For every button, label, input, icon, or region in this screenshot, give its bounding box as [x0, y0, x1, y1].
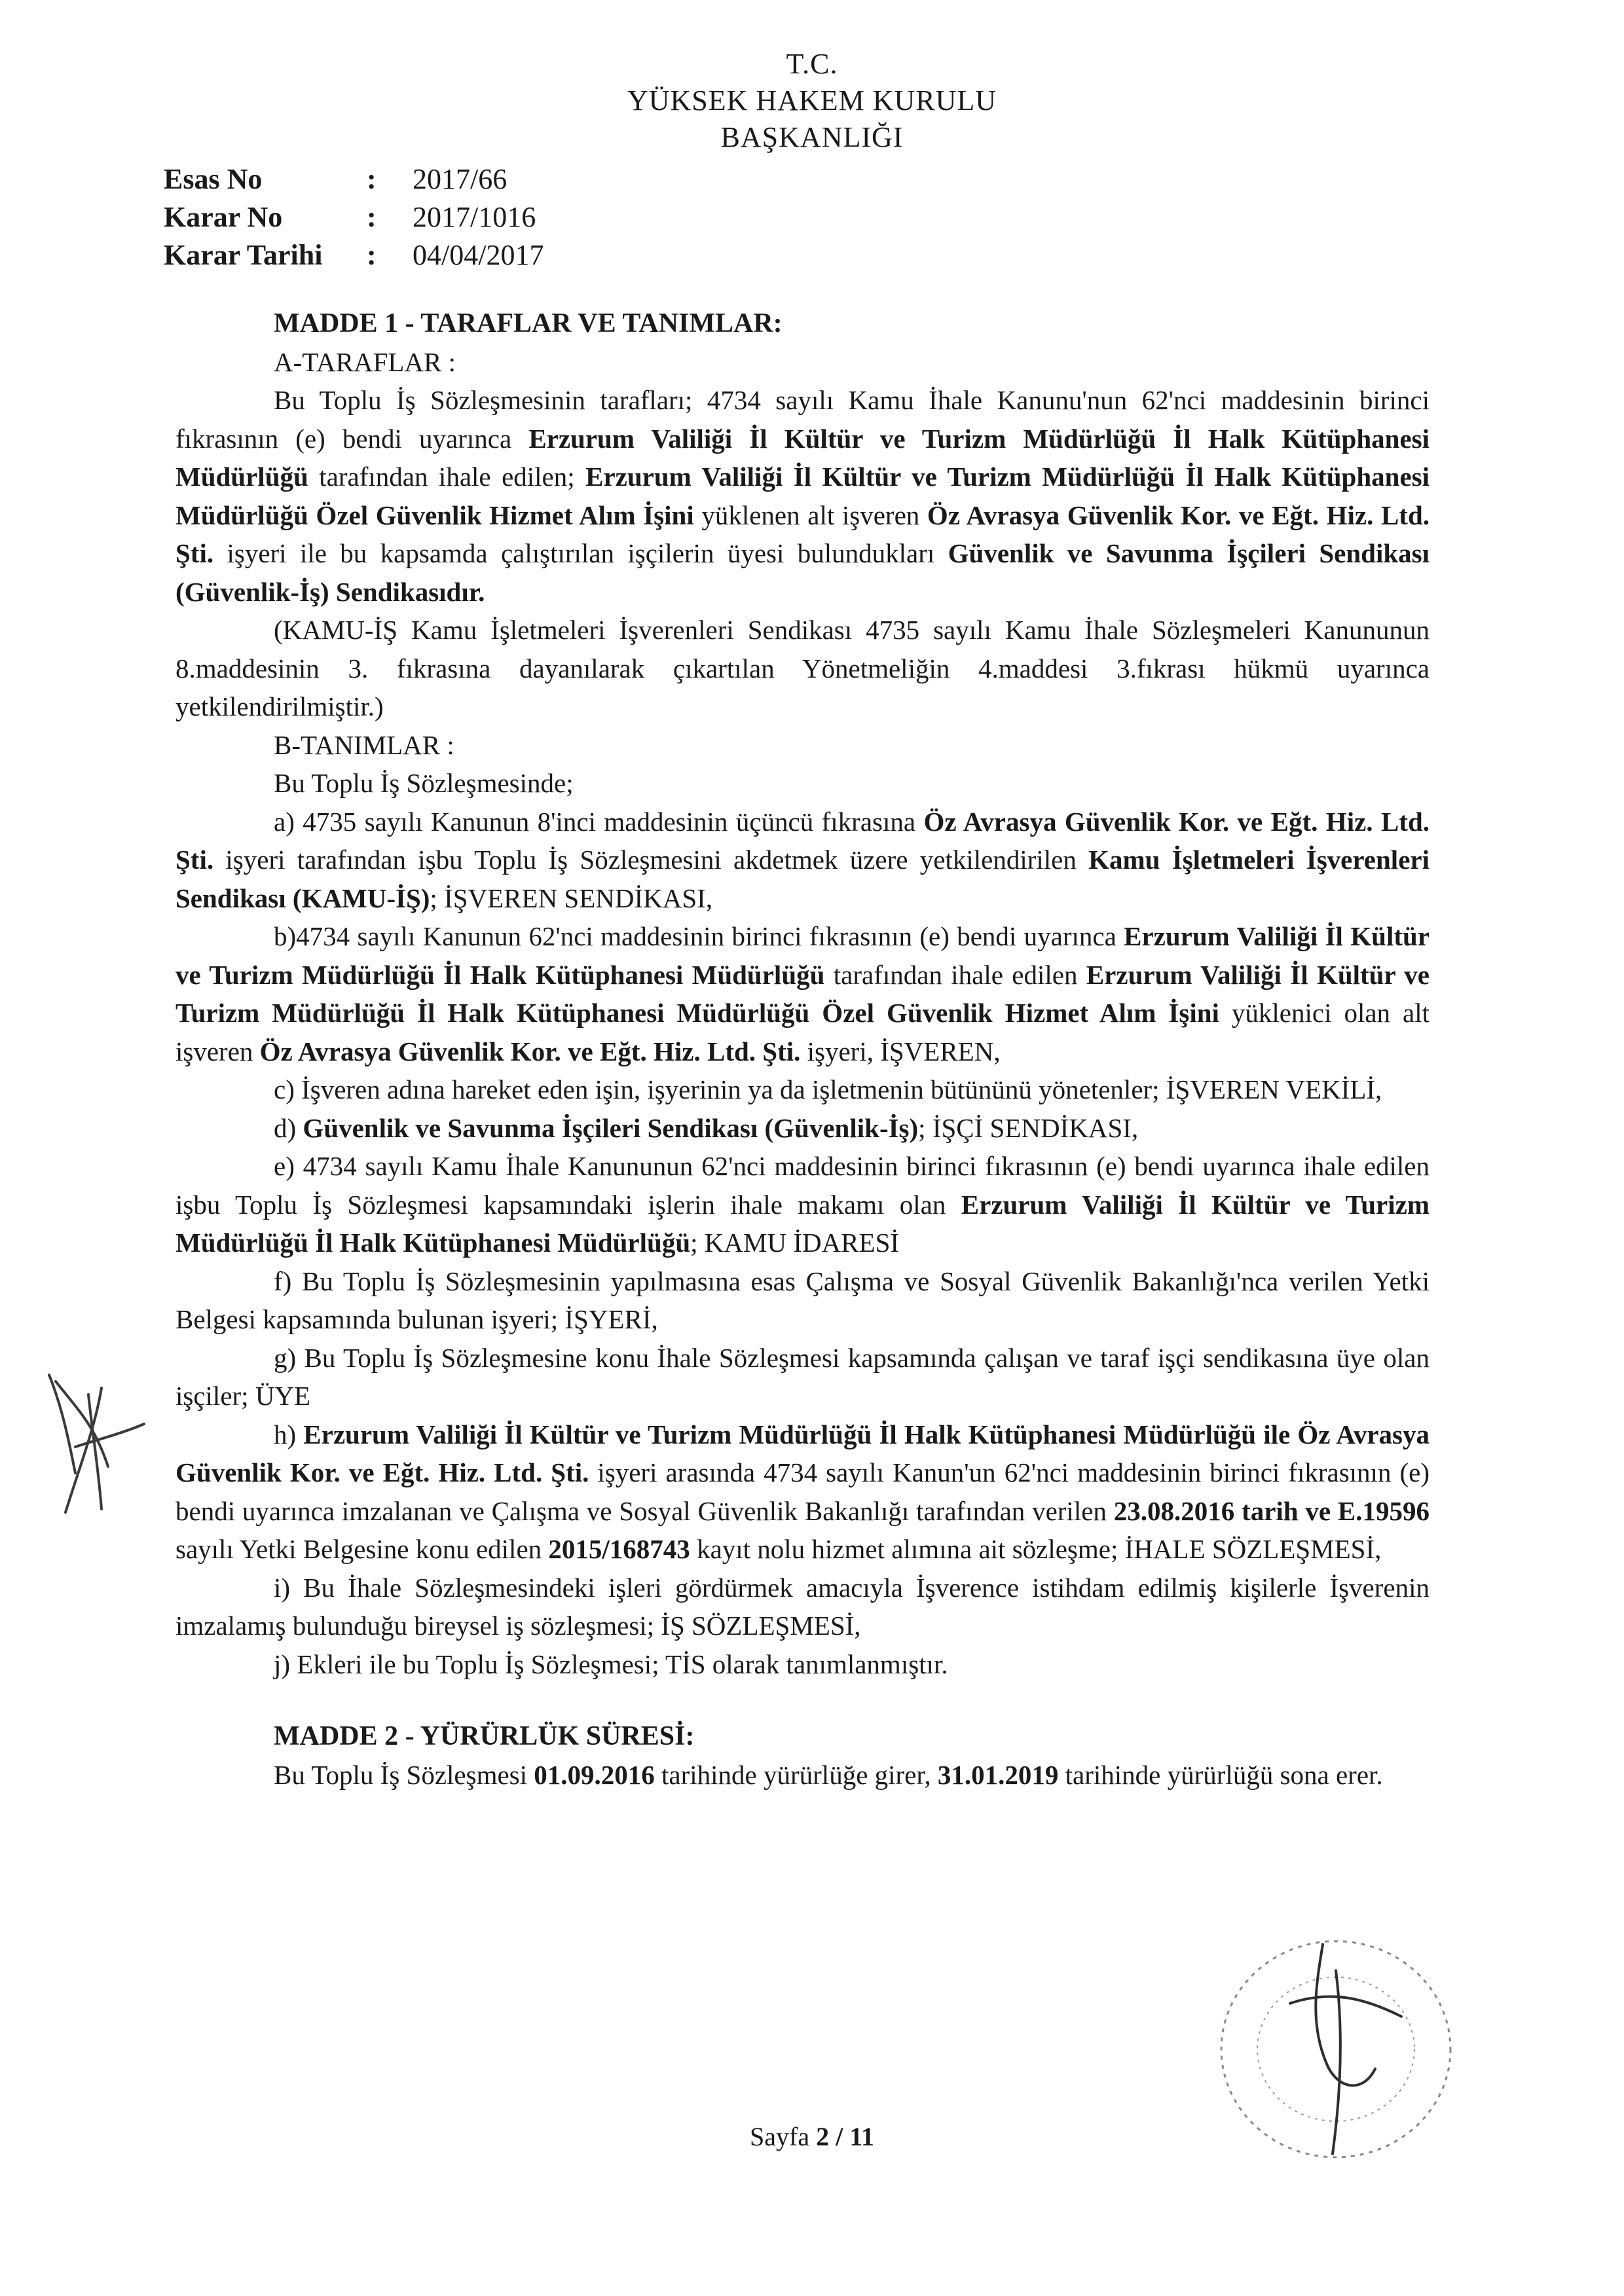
- text-run: tarihinde yürürlüğü sona erer.: [1058, 1759, 1383, 1790]
- text-run-bold: 23.08.2016 tarih ve E.19596: [1113, 1495, 1430, 1526]
- text-run-bold: Kamu İşletmeleri İşverenleri Sendikası (KAMU-İŞ): [175, 845, 1430, 913]
- text-run-bold: 01.09.2016: [534, 1759, 655, 1790]
- text-run: a) 4735 sayılı Kanunun 8'inci maddesinin üçüncü fıkrasına: [274, 806, 924, 837]
- tanimlar-intro: Bu Toplu İş Sözleşmesinde;: [274, 768, 574, 798]
- text-run: Bu Toplu İş Sözleşmesi: [274, 1759, 534, 1790]
- item-i: i) Bu İhale Sözleşmesindeki işleri gördürmek amacıyla İşverence istihdam edilmiş kişilerle İşverenin imzalamış bulunduğu bireysel iş sözleşmesi; İŞ SÖZLEŞMESİ,: [175, 1572, 1430, 1641]
- text-run: b)4734 sayılı Kanunun 62'nci maddesinin birinci fıkrasının (e) bendi uyarınca: [274, 921, 1124, 951]
- text-run-bold: 31.01.2019: [937, 1759, 1059, 1790]
- header-institution: YÜKSEK HAKEM KURULU: [627, 84, 997, 117]
- header-office: BAŞKANLIĞI: [720, 121, 904, 153]
- item-f: f) Bu Toplu İş Sözleşmesinin yapılmasına esas Çalışma ve Sosyal Güvenlik Bakanlığı'nca verilen Yetki Belgesi kapsamında bulunan işyeri; İŞYERİ,: [175, 1266, 1430, 1334]
- text-run-bold: Erzurum Valiliği İl Kültür ve Turizm Müdürlüğü İl Halk Kütüphanesi Müdürlüğü ile Öz Avrasya Güvenlik Kor. ve Eğt. Hiz. Ltd. Şti.: [175, 1419, 1430, 1487]
- text-run: ; İŞVEREN SENDİKASI,: [430, 883, 713, 913]
- text-run-bold: Öz Avrasya Güvenlik Kor. ve Eğt. Hiz. Ltd. Şti.: [259, 1036, 801, 1066]
- tarih-label: Karar Tarihi: [164, 239, 323, 271]
- case-meta: [164, 160, 544, 274]
- text-run-bold: Güvenlik ve Savunma İşçileri Sendikası (Güvenlik-İş) Sendikasıdır.: [175, 538, 1430, 607]
- text-run: sayılı Yetki Belgesine konu edilen: [175, 1534, 549, 1564]
- page-footer: [0, 2121, 1624, 2152]
- text-run: tarihinde yürürlüğe girer,: [654, 1759, 938, 1790]
- text-run-bold: Erzurum Valiliği İl Kültür ve Turizm Müdürlüğü İl Halk Kütüphanesi Müdürlüğü: [175, 423, 1430, 492]
- header-tc: T.C.: [786, 48, 838, 80]
- text-run-bold: Güvenlik ve Savunma İşçileri Sendikası (Güvenlik-İş): [303, 1112, 919, 1143]
- page-label: Sayfa: [750, 2122, 817, 2151]
- esas-value: 2017/66: [413, 163, 507, 195]
- item-b: [175, 917, 1430, 1070]
- section-spacer: [175, 1683, 1430, 1717]
- madde2-title: MADDE 2 - YÜRÜRLÜK SÜRESİ:: [274, 1721, 695, 1751]
- text-run: yüklenici olan alt işveren: [175, 998, 1430, 1066]
- tanimlar-title: B-TANIMLAR :: [274, 729, 454, 760]
- esas-row: [164, 160, 544, 198]
- karar-value: 2017/1016: [413, 201, 536, 233]
- page-number: 2 / 11: [816, 2122, 874, 2151]
- text-run: d): [274, 1112, 303, 1143]
- item-e: [175, 1147, 1430, 1262]
- text-run: h): [274, 1419, 304, 1449]
- text-run-bold: Erzurum Valiliği İl Kültür ve Turizm Müdürlüğü İl Halk Kütüphanesi Müdürlüğü Özel Güvenlik Hizmet Alım İşini: [175, 462, 1430, 530]
- text-run-bold: Erzurum Valiliği İl Kültür ve Turizm Müdürlüğü İl Halk Kütüphanesi Müdürlüğü: [175, 921, 1430, 990]
- tarih-row: [164, 236, 544, 274]
- text-run-bold: Erzurum Valiliği İl Kültür ve Turizm Müdürlüğü İl Halk Kütüphanesi Müdürlüğü: [175, 1189, 1430, 1258]
- item-g: g) Bu Toplu İş Sözleşmesine konu İhale Sözleşmesi kapsamında çalışan ve taraf işçi sendikasına üye olan işçiler; ÜYE: [175, 1342, 1430, 1411]
- item-a: [175, 803, 1430, 918]
- text-run: tarafından ihale edilen: [824, 959, 1086, 990]
- text-run-bold: Erzurum Valiliği İl Kültür ve Turizm Müdürlüğü İl Halk Kütüphanesi Müdürlüğü Özel Güvenlik Hizmet Alım İşini: [175, 959, 1430, 1028]
- text-run-bold: Öz Avrasya Güvenlik Kor. ve Eğt. Hiz. Ltd. Şti.: [175, 500, 1430, 568]
- text-run: tarafından ihale edilen;: [308, 462, 586, 492]
- item-d: [175, 1109, 1430, 1148]
- item-j: j) Ekleri ile bu Toplu İş Sözleşmesi; TİS olarak tanımlanmıştır.: [274, 1649, 948, 1679]
- esas-label: Esas No: [164, 163, 263, 195]
- text-run: ; KAMU İDARESİ: [690, 1228, 900, 1258]
- item-h: [175, 1415, 1430, 1569]
- taraflar-paragraph: [175, 381, 1430, 611]
- text-run: Bu Toplu İş Sözleşmesinin tarafları; 4734 sayılı Kamu İhale Kanunu'nun 62'nci maddesinin birinci fıkrasının (e) bendi uyarınca: [175, 385, 1430, 454]
- tarih-colon: :: [367, 239, 377, 271]
- document-body: [175, 304, 1430, 1794]
- text-run: işyeri arasında 4734 sayılı Kanun'un 62'nci maddesinin birinci fıkrasının (e) bendi uyarınca imzalanan ve Çalışma ve Sosyal Güvenlik Bakanlığı tarafından verilen: [175, 1457, 1430, 1526]
- text-run: işyeri ile bu kapsamda çalıştırılan işçilerin üyesi bulundukları: [213, 538, 948, 568]
- text-run: işyeri tarafından işbu Toplu İş Sözleşmesini akdetmek üzere yetkilendirilen: [213, 845, 1089, 875]
- document-header: [0, 46, 1624, 156]
- yururluk-paragraph: [175, 1756, 1430, 1795]
- text-run-bold: 2015/168743: [548, 1534, 690, 1564]
- kamu-is-paragraph: (KAMU-İŞ Kamu İşletmeleri İşverenleri Sendikası 4735 sayılı Kamu İhale Sözleşmeleri Kanununun 8.maddesinin 3. fıkrasına dayanılarak çıkartılan Yönetmeliğin 4.maddesi 3.fıkrası hükmü uyarınca yetkilendirilmiştir.): [175, 615, 1430, 721]
- item-c: c) İşveren adına hareket eden işin, işyerinin ya da işletmenin bütününü yönetenler; İŞVEREN VEKİLİ,: [274, 1074, 1382, 1104]
- text-run: e) 4734 sayılı Kamu İhale Kanununun 62'nci maddesinin birinci fıkrasının (e) bendi uyarınca ihale edilen işbu Toplu İş Sözleşmesi kapsamındaki işlerin ihale makamı olan: [175, 1151, 1430, 1220]
- karar-colon: :: [367, 201, 377, 233]
- madde1-title: MADDE 1 - TARAFLAR VE TANIMLAR:: [274, 308, 783, 338]
- text-run: yüklenen alt işveren: [693, 500, 927, 530]
- esas-colon: :: [367, 163, 377, 195]
- handwritten-signature-icon: [36, 1368, 154, 1529]
- text-run: işyeri, İŞVEREN,: [800, 1036, 1001, 1066]
- karar-label: Karar No: [164, 201, 283, 233]
- karar-row: [164, 198, 544, 236]
- taraflar-title: A-TARAFLAR :: [274, 346, 456, 377]
- text-run: kayıt nolu hizmet alımına ait sözleşme; İHALE SÖZLEŞMESİ,: [690, 1534, 1382, 1564]
- text-run: ; İŞÇİ SENDİKASI,: [918, 1112, 1139, 1143]
- tarih-value: 04/04/2017: [413, 239, 544, 271]
- text-run-bold: Öz Avrasya Güvenlik Kor. ve Eğt. Hiz. Ltd. Şti.: [175, 806, 1430, 875]
